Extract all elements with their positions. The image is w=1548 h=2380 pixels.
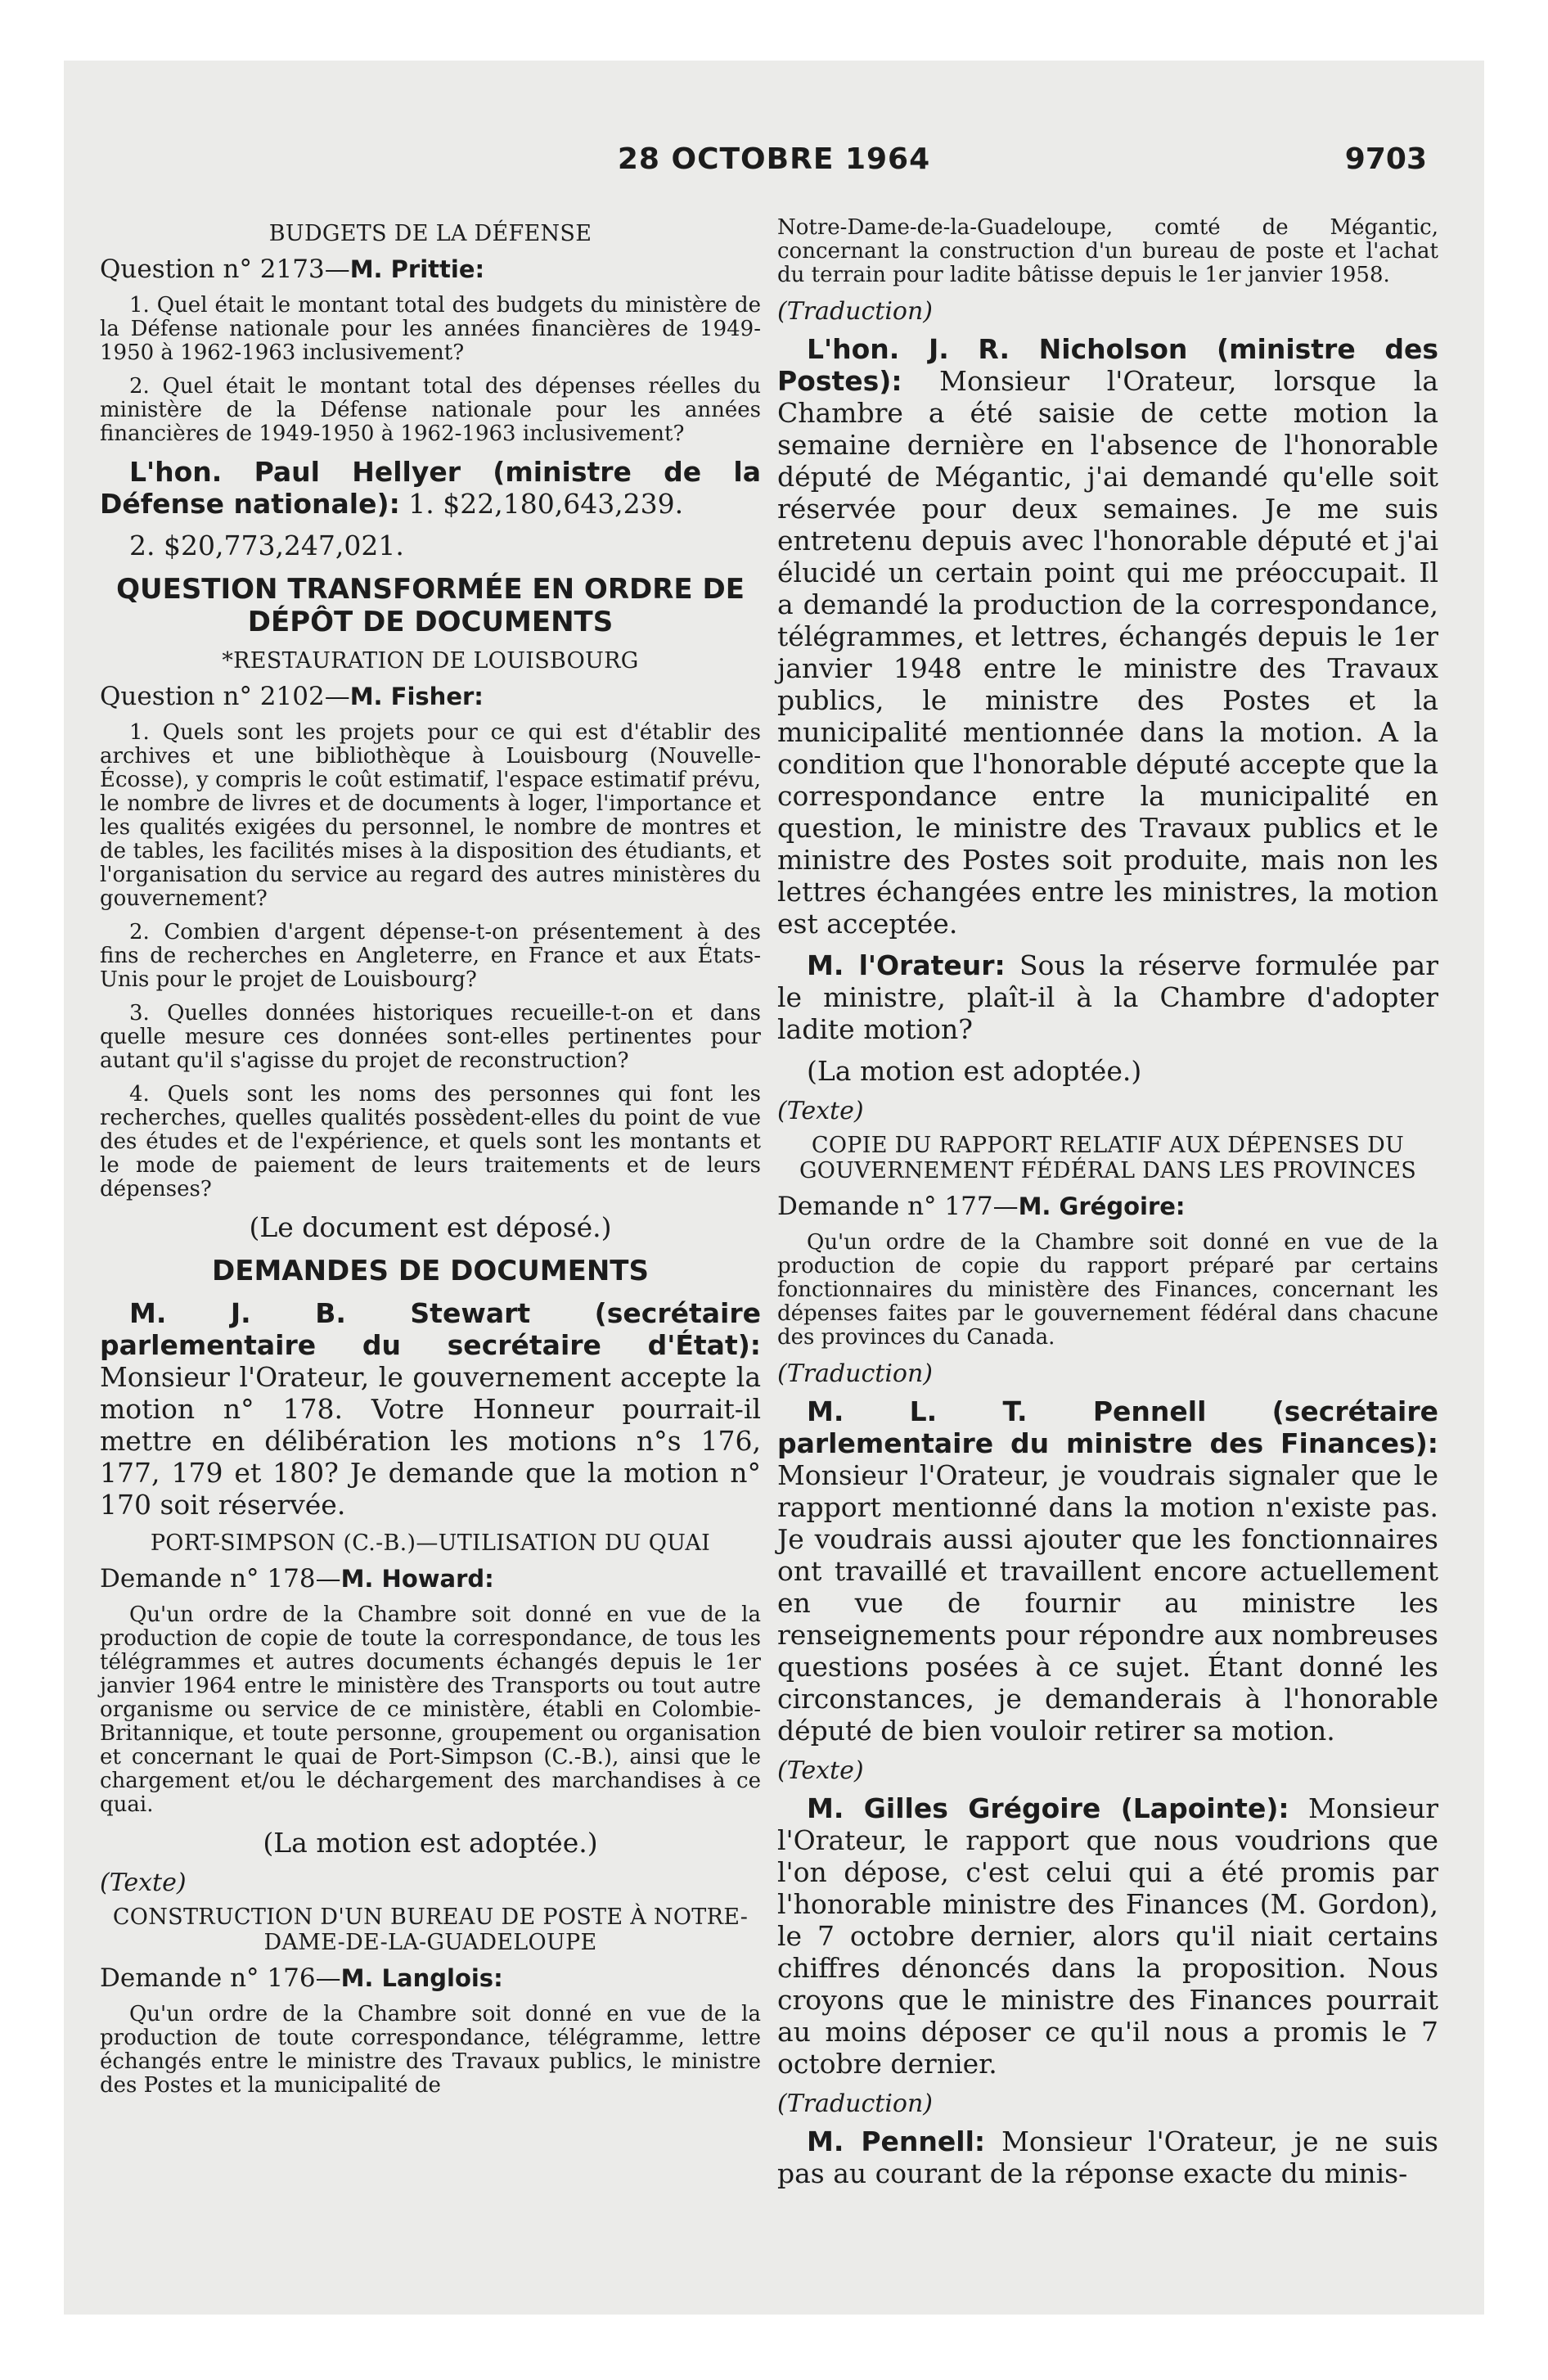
section-heading-port-simpson: PORT-SIMPSON (C.-B.)—UTILISATION DU QUAI (150, 1530, 711, 1556)
motion-adopted-note-2: (La motion est adoptée.) (807, 1055, 1142, 1087)
section-heading-budgets: BUDGETS DE LA DÉFENSE (268, 221, 592, 246)
demande-177-asker: M. Grégoire: (1018, 1192, 1186, 1220)
section-heading-transform: QUESTION TRANSFORMÉE EN ORDRE DE DÉPÔT DE DOCUMENTS (116, 573, 745, 638)
section-heading-louisbourg: *RESTAURATION DE LOUISBOURG (222, 648, 639, 674)
hellyer-speaker: L'hon. Paul Hellyer (ministre de la Défense nationale): (100, 456, 761, 520)
question-2102-part1: 1. Quels sont les projets pour ce qui est d'établir des archives et une bibliothèque à Louisbourg (Nouvelle-Écosse), y compris le coût estimatif, l'espace estimatif prévu, le nombre de livres et de documents à loger, l'importance et les qualités exigées du personnel, le nombre de montres et de tables, les facilités mises à la disposition des étudiants, et l'organisation du service au regard des autres ministères du gouvernement? (100, 720, 761, 911)
question-2173-asker: M. Prittie: (349, 255, 485, 283)
section-heading-construction: CONSTRUCTION D'UN BUREAU DE POSTE À NOTRE-DAME-DE-LA-GUADELOUPE (112, 1904, 749, 1955)
texte-label-1: (Texte) (100, 1868, 187, 1897)
pennell-text: Monsieur l'Orateur, je voudrais signaler que le rapport mentionné dans la motion n'existe pas. Je voudrais aussi ajouter que les fonctionnaires ont travaillé et travaillent encore actuellement en vue de fournir au ministre les renseignements pour répondre aux nombreuses questions posées à ce sujet. Étant donné les circonstances, je demanderais à l'honorable député de bien vouloir retirer sa motion. (777, 1459, 1438, 1747)
orateur-statement (777, 949, 1438, 1045)
stewart-speaker: M. J. B. Stewart (secrétaire parlementaire du secrétaire d'État): (100, 1297, 761, 1361)
right-column (777, 216, 1438, 2199)
demande-176-text: Qu'un ordre de la Chambre soit donné en vue de la production de toute correspondance, télégramme, lettre échangés entre le ministre des Travaux publics, le ministre des Postes et la municipalité de (100, 2002, 761, 2098)
page-header (64, 142, 1484, 192)
traduction-label-1: (Traduction) (777, 297, 934, 326)
question-2102-asker: M. Fisher: (349, 683, 484, 710)
gregoire-speaker: M. Gilles Grégoire (Lapointe): (807, 1792, 1289, 1824)
demande-177-prefix: Demande n° 177— (777, 1192, 1019, 1221)
hellyer-answer (100, 456, 761, 520)
pennell-statement (777, 1395, 1438, 1747)
texte-label-2: (Texte) (777, 1097, 864, 1125)
question-2173-line (100, 255, 761, 284)
section-heading-copie-rapport: COPIE DU RAPPORT RELATIF AUX DÉPENSES DU GOUVERNEMENT FÉDÉRAL DANS LES PROVINCES (799, 1133, 1417, 1183)
question-2102-prefix: Question n° 2102— (100, 682, 350, 711)
demande-176-prefix: Demande n° 176— (100, 1963, 341, 1993)
document-deposited-note: (Le document est déposé.) (249, 1211, 612, 1243)
page-sheet (64, 61, 1484, 2315)
demande-178-line (100, 1564, 761, 1593)
demande-176-line (100, 1963, 761, 1993)
page-date: 28 OCTOBRE 1964 (617, 142, 931, 176)
demande-178-asker: M. Howard: (340, 1565, 494, 1593)
pennell2-speaker: M. Pennell: (807, 2125, 986, 2157)
left-column (100, 216, 761, 2107)
question-2102-part2: 2. Combien d'argent dépense-t-on présentement à des fins de recherches en Angleterre, en France et aux États-Unis pour le projet de Louisbourg? (100, 920, 761, 992)
question-2173-part1: 1. Quel était le montant total des budgets du ministère de la Défense nationale pour les années financières de 1949-1950 à 1962-1963 inclusivement? (100, 293, 761, 365)
question-2102-line (100, 682, 761, 711)
question-2173-part2: 2. Quel était le montant total des dépenses réelles du ministère de la Défense nationale pour les années financières de 1949-1950 à 1962-1963 inclusivement? (100, 374, 761, 446)
nicholson-speaker: L'hon. J. R. Nicholson (ministre des Postes): (777, 333, 1438, 397)
nicholson-statement (777, 333, 1438, 940)
traduction-label-3: (Traduction) (777, 2089, 934, 2118)
demande-176-asker: M. Langlois: (340, 1964, 503, 1992)
traduction-label-2: (Traduction) (777, 1359, 934, 1388)
question-2102-part4: 4. Quels sont les noms des personnes qui font les recherches, quelles qualités possèdent-elles du point de vue des études et de l'expérience, et quels sont les montants et le mode de paiement de leurs traitements et de leurs dépenses? (100, 1082, 761, 1201)
gregoire-text: Monsieur l'Orateur, le rapport que nous voudrions que l'on dépose, c'est celui qui a été promis par l'honorable ministre des Finances (M. Gordon), le 7 octobre dernier, alors qu'il niait certains chiffres dénoncés dans la proposition. Nous croyons que le ministre des Finances pourrait au moins déposer ce qu'il nous a promis le 7 octobre dernier. (777, 1792, 1438, 2080)
stewart-text: Monsieur l'Orateur, le gouvernement accepte la motion n° 178. Votre Honneur pourrait-il mettre en délibération les motions n°s 176, 177, 179 et 180? Je demande que la motion n° 170 soit réservée. (100, 1361, 761, 1521)
demande-177-line (777, 1192, 1438, 1221)
hellyer-answer-1: 1. $22,180,643,239. (399, 488, 684, 520)
orateur-text: Sous la réserve formulée par le ministre, plaît-il à la Chambre d'adopter ladite motion? (777, 949, 1438, 1045)
page-number: 9703 (1344, 142, 1427, 176)
orateur-speaker: M. l'Orateur: (807, 949, 1006, 981)
demande-176-continuation: Notre-Dame-de-la-Guadeloupe, comté de Mégantic, concernant la construction d'un bureau de poste et l'achat du terrain pour ladite bâtisse depuis le 1er janvier 1958. (777, 215, 1438, 287)
demande-178-prefix: Demande n° 178— (100, 1564, 341, 1593)
nicholson-text: Monsieur l'Orateur, lorsque la Chambre a été saisie de cette motion la semaine dernière en l'absence de l'honorable député de Mégantic, j'ai demandé qu'elle soit réservée pour deux semaines. Je me suis entretenu depuis avec l'honorable député et j'ai élucidé un certain point qui me préoccupait. Il a demandé la production de la correspondance, télégrammes, et lettres, échangés depuis le 1er janvier 1948 entre le ministre des Travaux publics, le ministre des Postes et la municipalité mentionnée dans la motion. A la condition que l'honorable député accepte que la correspondance entre la municipalité en question, le ministre des Travaux publics et le ministre des Postes soit produite, mais non les lettres échangées entre les ministres, la motion est acceptée. (777, 365, 1438, 940)
pennell-speaker: M. L. T. Pennell (secrétaire parlementaire du ministre des Finances): (777, 1395, 1438, 1459)
pennell2-text: Monsieur l'Orateur, je ne suis pas au courant de la réponse exacte du minis- (777, 2125, 1438, 2189)
hellyer-answer-2: 2. $20,773,247,021. (129, 530, 404, 561)
motion-adopted-note-1: (La motion est adoptée.) (263, 1827, 598, 1859)
gregoire-statement (777, 1792, 1438, 2080)
texte-label-3: (Texte) (777, 1756, 864, 1785)
question-2102-part3: 3. Quelles données historiques recueille-t-on et dans quelle mesure ces données sont-elles pertinentes pour autant qu'il s'agisse du projet de reconstruction? (100, 1001, 761, 1073)
pennell-statement-2 (777, 2125, 1438, 2189)
section-heading-demandes: DEMANDES DE DOCUMENTS (212, 1255, 649, 1287)
demande-178-text: Qu'un ordre de la Chambre soit donné en vue de la production de copie de toute la correspondance, de tous les télégrammes et autres documents échangés depuis le 1er janvier 1964 entre le ministère des Transports ou tout autre organisme ou service de ce ministère, établi en Colombie-Britannique, et toute personne, groupement ou organisation et concernant le quai de Port-Simpson (C.-B.), ainsi que le chargement et/ou le déchargement des marchandises à ce quai. (100, 1602, 761, 1817)
question-2173-prefix: Question n° 2173— (100, 255, 350, 284)
stewart-statement (100, 1297, 761, 1521)
demande-177-text: Qu'un ordre de la Chambre soit donné en vue de la production de copie du rapport préparé par certains fonctionnaires du ministère des Finances, concernant les dépenses faites par le gouvernement fédéral dans chacune des provinces du Canada. (777, 1230, 1438, 1350)
